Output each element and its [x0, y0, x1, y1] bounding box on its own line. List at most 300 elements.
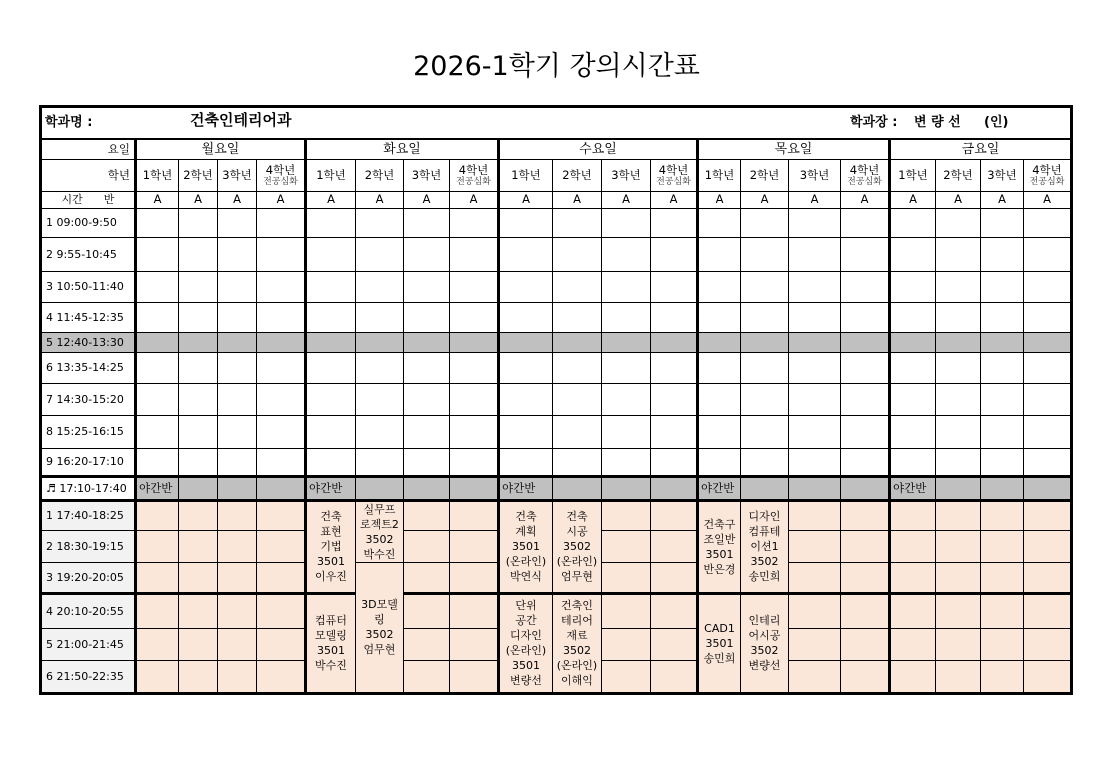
schedule-cell [499, 448, 553, 476]
grade-header: 1학년 [306, 159, 356, 191]
schedule-cell [890, 415, 936, 448]
grade-header: 4학년 전공심화 [1024, 159, 1072, 191]
class-cell[interactable] [553, 500, 602, 593]
schedule-cell [841, 593, 890, 628]
class-line: 3501 [317, 555, 345, 568]
class-line: 표현 [320, 525, 342, 538]
section-cell: A [306, 191, 356, 208]
schedule-cell [136, 271, 179, 302]
section-cell: A [257, 191, 306, 208]
schedule-cell [499, 332, 553, 352]
class-line: 박수진 [363, 547, 396, 561]
schedule-cell [553, 271, 602, 302]
class-line: 기법 [320, 540, 342, 553]
schedule-cell [1024, 500, 1072, 530]
class-line: 3502 [563, 644, 591, 657]
schedule-cell [306, 332, 356, 352]
schedule-cell [136, 628, 179, 660]
schedule-cell [698, 208, 741, 237]
schedule-cell [890, 237, 936, 271]
schedule-cell [306, 271, 356, 302]
schedule-cell [136, 415, 179, 448]
class-line: 건축인 [561, 599, 593, 612]
night-period-time: ♬ 17:10-17:40 [41, 476, 136, 500]
grade-header: 4학년 전공심화 [651, 159, 698, 191]
schedule-cell [306, 448, 356, 476]
schedule-cell [602, 271, 651, 302]
schedule-cell [179, 500, 218, 530]
grade-header: 2학년 [741, 159, 789, 191]
grade-header: 3학년 [404, 159, 450, 191]
schedule-cell [1024, 352, 1072, 383]
timetable [39, 105, 1073, 695]
schedule-cell [1024, 237, 1072, 271]
schedule-cell [602, 352, 651, 383]
schedule-cell [936, 562, 981, 593]
day-header: 목요일 [698, 139, 890, 159]
schedule-cell [257, 302, 306, 332]
schedule-cell [841, 500, 890, 530]
schedule-cell [257, 593, 306, 628]
schedule-cell [936, 593, 981, 628]
schedule-cell [651, 302, 698, 332]
schedule-cell [136, 237, 179, 271]
schedule-cell [499, 208, 553, 237]
schedule-cell [981, 660, 1024, 693]
schedule-cell [450, 383, 499, 415]
schedule-cell [218, 448, 257, 476]
schedule-cell [218, 562, 257, 593]
schedule-cell [136, 500, 179, 530]
schedule-cell [981, 530, 1024, 562]
schedule-cell [179, 237, 218, 271]
schedule-cell [890, 530, 936, 562]
schedule-cell [257, 530, 306, 562]
schedule-cell [602, 332, 651, 352]
time-class-label [41, 191, 136, 208]
class-line: 디자인 [748, 510, 781, 523]
schedule-cell [789, 530, 841, 562]
schedule-cell [981, 352, 1024, 383]
schedule-cell [553, 383, 602, 415]
grade-header: 2학년 [936, 159, 981, 191]
section-cell: A [356, 191, 404, 208]
grade4-sub: 전공심화 [1029, 176, 1065, 187]
schedule-cell [450, 500, 499, 530]
schedule-cell [356, 208, 404, 237]
schedule-cell [218, 415, 257, 448]
class-cell[interactable] [356, 500, 404, 562]
time-label: 시간 [61, 193, 83, 206]
schedule-cell [936, 530, 981, 562]
schedule-cell [136, 383, 179, 415]
schedule-cell [651, 208, 698, 237]
class-line: 인테리 [748, 614, 781, 627]
schedule-cell [553, 476, 602, 500]
schedule-cell [404, 500, 450, 530]
section-cell: A [936, 191, 981, 208]
schedule-cell [218, 593, 257, 628]
schedule-cell [179, 352, 218, 383]
night-class-label: 야간반 [890, 476, 936, 500]
schedule-cell [651, 628, 698, 660]
schedule-cell [841, 628, 890, 660]
class-line: 3502 [563, 540, 591, 553]
schedule-cell [651, 530, 698, 562]
schedule-cell [981, 332, 1024, 352]
night-period-time: 3 19:20-20:05 [41, 562, 136, 593]
schedule-cell [450, 208, 499, 237]
schedule-cell [450, 415, 499, 448]
class-cell[interactable] [499, 593, 553, 693]
grade-header: 2학년 [553, 159, 602, 191]
schedule-cell [404, 208, 450, 237]
schedule-cell [890, 302, 936, 332]
schedule-cell [936, 332, 981, 352]
section-cell: A [789, 191, 841, 208]
schedule-cell [553, 332, 602, 352]
schedule-cell [789, 332, 841, 352]
page-title: 2026-1학기 강의시간표 [413, 51, 700, 82]
night-class-label: 야간반 [698, 476, 741, 500]
grade4-sub: 전공심화 [456, 176, 491, 187]
schedule-cell [698, 332, 741, 352]
schedule-cell [981, 628, 1024, 660]
schedule-cell [651, 415, 698, 448]
schedule-cell [1024, 383, 1072, 415]
section-cell: A [651, 191, 698, 208]
schedule-cell [450, 302, 499, 332]
seal-mark: (인) [984, 115, 1009, 130]
schedule-cell [1024, 530, 1072, 562]
schedule-cell [789, 271, 841, 302]
schedule-cell [257, 383, 306, 415]
class-line: 테리어 [561, 614, 593, 627]
schedule-cell [1024, 476, 1072, 500]
schedule-cell [356, 237, 404, 271]
schedule-cell [789, 562, 841, 593]
grade4-sub: 전공심화 [263, 176, 298, 187]
schedule-cell [936, 208, 981, 237]
schedule-cell [841, 448, 890, 476]
schedule-cell [257, 271, 306, 302]
department-head-label: 학과장 : [850, 115, 898, 130]
schedule-cell [1024, 562, 1072, 593]
schedule-cell [890, 660, 936, 693]
schedule-cell [136, 593, 179, 628]
schedule-cell [789, 302, 841, 332]
schedule-cell [450, 448, 499, 476]
night-class-label: 야간반 [499, 476, 553, 500]
schedule-cell [789, 415, 841, 448]
schedule-cell [179, 302, 218, 332]
grade-header: 1학년 [499, 159, 553, 191]
schedule-cell [218, 530, 257, 562]
schedule-cell [651, 271, 698, 302]
night-period-time: 5 21:00-21:45 [41, 628, 136, 660]
department-name: 건축인테리어과 [190, 111, 292, 129]
schedule-cell [981, 302, 1024, 332]
schedule-cell [218, 302, 257, 332]
class-line: 조일반 [703, 532, 736, 546]
class-cell[interactable] [306, 593, 356, 693]
schedule-cell [404, 271, 450, 302]
class-line: (온라인) [505, 644, 547, 657]
schedule-cell [356, 271, 404, 302]
schedule-cell [789, 476, 841, 500]
class-line: 건축 [320, 510, 342, 523]
schedule-cell [981, 271, 1024, 302]
section-cell: A [218, 191, 257, 208]
schedule-cell [450, 332, 499, 352]
schedule-cell [136, 352, 179, 383]
class-line: 3501 [512, 659, 540, 672]
schedule-cell [741, 448, 789, 476]
class-cell[interactable] [499, 500, 553, 593]
class-line: 계획 [515, 525, 537, 538]
schedule-cell [257, 628, 306, 660]
schedule-cell [602, 476, 651, 500]
section-cell: A [499, 191, 553, 208]
schedule-cell [981, 448, 1024, 476]
schedule-cell [136, 208, 179, 237]
schedule-cell [698, 448, 741, 476]
class-line: 실무프 [363, 502, 396, 516]
schedule-cell [698, 237, 741, 271]
schedule-cell [218, 237, 257, 271]
schedule-cell [218, 628, 257, 660]
schedule-cell [450, 237, 499, 271]
schedule-cell [404, 660, 450, 693]
schedule-cell [981, 208, 1024, 237]
schedule-cell [651, 237, 698, 271]
class-line: 3501 [512, 540, 540, 553]
schedule-cell [218, 500, 257, 530]
schedule-cell [179, 628, 218, 660]
class-line: 시공 [566, 525, 588, 538]
schedule-cell [404, 332, 450, 352]
grade-header: 4학년 전공심화 [841, 159, 890, 191]
schedule-cell [936, 237, 981, 271]
schedule-cell [553, 302, 602, 332]
schedule-cell [789, 660, 841, 693]
schedule-cell [218, 660, 257, 693]
section-cell: A [179, 191, 218, 208]
schedule-cell [890, 352, 936, 383]
night-period-time: 1 17:40-18:25 [41, 500, 136, 530]
day-header: 수요일 [499, 139, 698, 159]
schedule-cell [841, 352, 890, 383]
period-time: 1 09:00-9:50 [41, 208, 136, 237]
schedule-cell [741, 271, 789, 302]
schedule-cell [789, 593, 841, 628]
class-line: 로젝트2 [360, 517, 399, 531]
class-line: 디자인 [510, 629, 542, 642]
class-line: 3502 [750, 644, 779, 657]
class-line: 링 [374, 613, 385, 626]
schedule-cell [404, 530, 450, 562]
period-time: 6 13:35-14:25 [41, 352, 136, 383]
class-cell[interactable] [356, 562, 404, 693]
schedule-cell [136, 660, 179, 693]
schedule-cell [257, 660, 306, 693]
schedule-cell [257, 208, 306, 237]
class-line: 송민희 [748, 570, 781, 583]
schedule-cell [841, 237, 890, 271]
class-line: 이우진 [315, 570, 347, 583]
schedule-cell [890, 448, 936, 476]
schedule-cell [741, 352, 789, 383]
grade-header: 1학년 [136, 159, 179, 191]
schedule-cell [257, 415, 306, 448]
schedule-cell [218, 332, 257, 352]
schedule-cell [741, 237, 789, 271]
class-cell[interactable] [553, 593, 602, 693]
class-line: 3501 [317, 644, 345, 657]
class-line: 어시공 [748, 629, 781, 642]
schedule-cell [450, 476, 499, 500]
schedule-cell [741, 302, 789, 332]
schedule-cell [404, 415, 450, 448]
night-class-label: 야간반 [306, 476, 356, 500]
day-header: 화요일 [306, 139, 499, 159]
schedule-cell [179, 660, 218, 693]
schedule-cell [981, 593, 1024, 628]
schedule-cell [450, 593, 499, 628]
grade-header: 1학년 [698, 159, 741, 191]
schedule-cell [553, 415, 602, 448]
grade-header: 3학년 [981, 159, 1024, 191]
schedule-cell [789, 500, 841, 530]
class-cell[interactable] [741, 500, 789, 593]
schedule-cell [356, 352, 404, 383]
class-cell[interactable] [306, 500, 356, 593]
class-line: 단위 [515, 599, 537, 612]
schedule-cell [890, 271, 936, 302]
class-cell[interactable] [698, 593, 741, 693]
schedule-cell [602, 302, 651, 332]
schedule-cell [602, 415, 651, 448]
period-time: 7 14:30-15:20 [41, 383, 136, 415]
schedule-cell [651, 448, 698, 476]
schedule-cell [450, 352, 499, 383]
schedule-cell [450, 271, 499, 302]
schedule-cell [404, 302, 450, 332]
schedule-cell [404, 383, 450, 415]
class-line: 송민희 [703, 651, 736, 665]
schedule-cell [257, 500, 306, 530]
schedule-cell [936, 660, 981, 693]
grade-label: 학년 [41, 159, 136, 191]
section-cell: A [553, 191, 602, 208]
class-line: 이해익 [561, 674, 593, 687]
class-cell[interactable] [698, 500, 741, 593]
schedule-cell [179, 593, 218, 628]
schedule-cell [218, 271, 257, 302]
class-line: (온라인) [556, 555, 598, 568]
schedule-cell [356, 383, 404, 415]
section-cell: A [698, 191, 741, 208]
schedule-cell [602, 448, 651, 476]
schedule-cell [890, 208, 936, 237]
class-line: 모델링 [315, 629, 347, 642]
schedule-cell [890, 562, 936, 593]
schedule-cell [179, 530, 218, 562]
schedule-cell [651, 562, 698, 593]
schedule-cell [602, 593, 651, 628]
schedule-cell [789, 208, 841, 237]
schedule-cell [179, 208, 218, 237]
schedule-cell [789, 448, 841, 476]
schedule-cell [698, 352, 741, 383]
class-line: 엄무현 [363, 643, 396, 656]
day-header: 월요일 [136, 139, 306, 159]
schedule-cell [841, 415, 890, 448]
schedule-cell [890, 500, 936, 530]
schedule-cell [450, 530, 499, 562]
schedule-cell [981, 500, 1024, 530]
schedule-cell [602, 208, 651, 237]
schedule-cell [651, 660, 698, 693]
schedule-cell [741, 208, 789, 237]
schedule-cell [1024, 332, 1072, 352]
schedule-cell [257, 476, 306, 500]
schedule-cell [404, 628, 450, 660]
grade-header: 2학년 [356, 159, 404, 191]
grade-header: 3학년 [602, 159, 651, 191]
class-line: 이션1 [750, 540, 779, 553]
schedule-cell [981, 415, 1024, 448]
schedule-cell [890, 593, 936, 628]
schedule-cell [404, 448, 450, 476]
schedule-cell [789, 237, 841, 271]
schedule-cell [499, 415, 553, 448]
schedule-cell [789, 352, 841, 383]
schedule-cell [404, 593, 450, 628]
grade4-sub: 전공심화 [847, 176, 882, 187]
class-cell[interactable] [741, 593, 789, 693]
schedule-cell [602, 562, 651, 593]
class-line: 공간 [515, 614, 537, 627]
schedule-cell [651, 352, 698, 383]
class-line: 재료 [566, 629, 588, 642]
schedule-cell [936, 448, 981, 476]
schedule-cell [356, 476, 404, 500]
grade-header: 2학년 [179, 159, 218, 191]
schedule-cell [136, 530, 179, 562]
class-line: 컴퓨테 [748, 525, 781, 538]
schedule-cell [602, 383, 651, 415]
schedule-cell [179, 271, 218, 302]
schedule-cell [499, 237, 553, 271]
schedule-cell [218, 383, 257, 415]
schedule-cell [450, 562, 499, 593]
grade-header: 3학년 [218, 159, 257, 191]
schedule-cell [841, 530, 890, 562]
class-line: CAD1 [704, 621, 735, 635]
schedule-cell [257, 237, 306, 271]
schedule-cell [179, 332, 218, 352]
schedule-cell [741, 332, 789, 352]
section-cell: A [841, 191, 890, 208]
period-time: 4 11:45-12:35 [41, 302, 136, 332]
schedule-cell [981, 562, 1024, 593]
class-line: 변량선 [510, 674, 542, 687]
class-line: 엄무현 [561, 570, 593, 583]
schedule-cell [741, 415, 789, 448]
night-period-time: 6 21:50-22:35 [41, 660, 136, 693]
department-row [41, 107, 1072, 140]
